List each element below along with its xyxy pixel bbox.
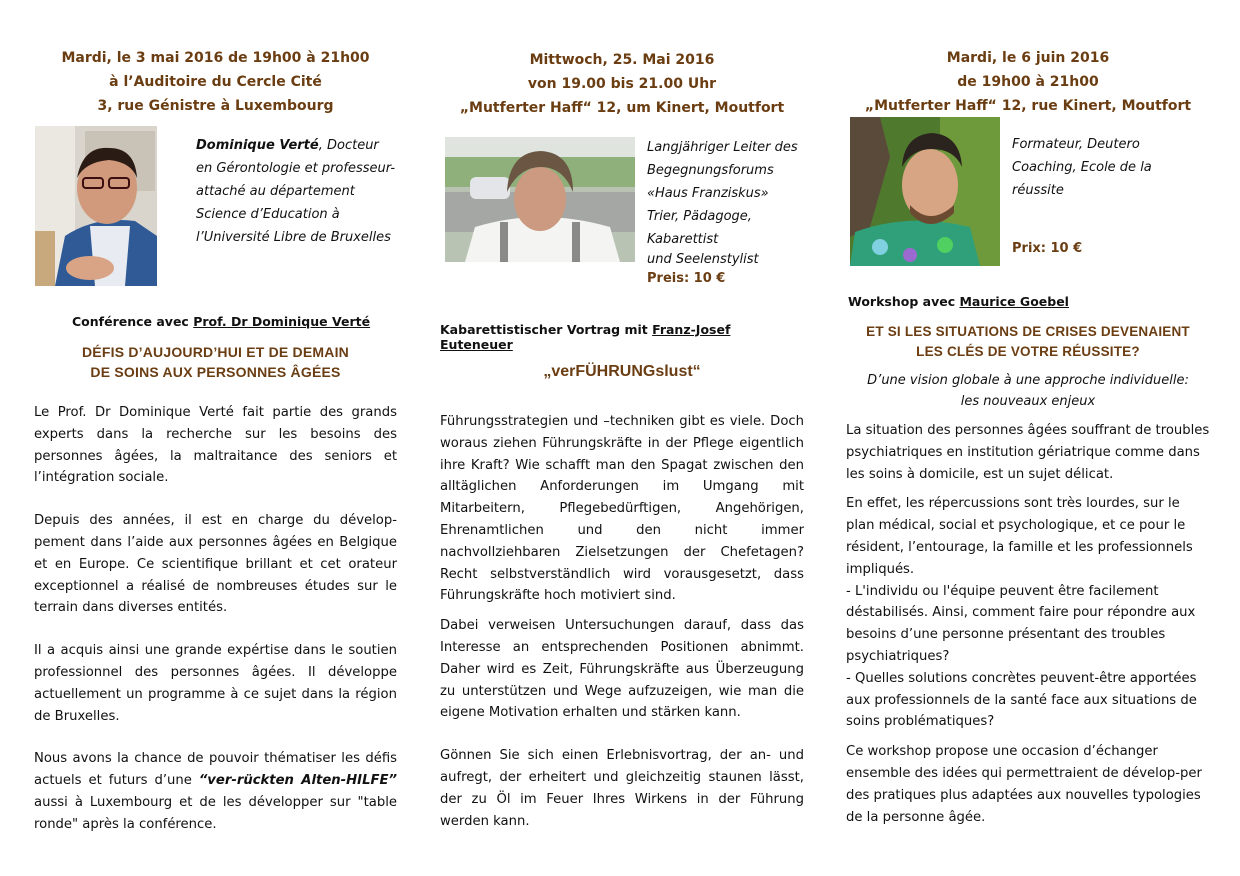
bio-line: Begegnungsforums bbox=[647, 163, 774, 178]
event-1-description bbox=[34, 402, 397, 836]
event-column-2 bbox=[440, 0, 804, 876]
intro-prefix: Kabarettistischer Vortrag mit bbox=[440, 322, 653, 337]
event-2-title: „verFÜHRUNGslust“ bbox=[543, 363, 701, 380]
title-line: DÉFIS D’AUJOURD’HUI ET DE DEMAIN bbox=[82, 344, 349, 360]
event-2-speaker-bio bbox=[647, 136, 807, 289]
intro-prefix: Workshop avec bbox=[848, 294, 960, 309]
speaker-photo-maurice-goebel bbox=[850, 117, 1000, 266]
bio-line: Kabarettist bbox=[647, 232, 719, 247]
event-2-time: von 19.00 bis 21.00 Uhr bbox=[527, 76, 717, 92]
paragraph: Dabei verweisen Untersuchungen darauf, dass das Interesse an entsprechenden Positionen abnimmt. Daher wird es Zeit, Führungskräfte aus Überzeugung zu unterstützen und Wege aufzuzeigen, wie man die eigene Motivation erhalten und stärken kann. bbox=[440, 618, 804, 721]
bio-line: Formateur, Deutero bbox=[1012, 137, 1140, 152]
event-1-address: 3, rue Génistre à Luxembourg bbox=[97, 98, 334, 114]
title-line: ET SI LES SITUATIONS DE CRISES DEVENAIENT bbox=[866, 324, 1190, 339]
event-3-header bbox=[846, 46, 1210, 118]
paragraph: Ce workshop propose une occasion d’échanger ensemble des idées qui permettraient de dévelop-per des pratiques plus adaptées aux nouvelles typologies de la personne âgée. bbox=[846, 744, 1202, 825]
bio-line: réussite bbox=[1012, 183, 1064, 198]
event-column-3 bbox=[846, 0, 1210, 876]
event-2-price: Preis: 10 € bbox=[647, 271, 726, 286]
bio-line: Trier, Pädagoge, bbox=[647, 209, 752, 224]
event-2-header bbox=[440, 48, 804, 120]
event-2-description bbox=[440, 411, 804, 832]
event-2-address: „Mutferter Haff“ 12, um Kinert, Moutfort bbox=[459, 100, 785, 116]
title-line: DE SOINS AUX PERSONNES ÂGÉES bbox=[90, 364, 341, 380]
event-3-date: Mardi, le 6 juin 2016 bbox=[946, 50, 1110, 66]
event-1-header bbox=[34, 46, 397, 118]
paragraph: Gönnen Sie sich einen Erlebnisvortrag, der an- und aufregt, der erheitert und gleichzeitig staunen lässt, der zu Öl im Feuer Ihres Wirkens in der Führung werden kann. bbox=[440, 748, 804, 829]
speaker-link-dominique-verte[interactable]: Prof. Dr Dominique Verté bbox=[193, 314, 371, 329]
speaker-photo-dominique-verte bbox=[35, 126, 157, 286]
event-1-speaker-bio bbox=[196, 134, 396, 249]
bio-line: «Haus Franziskus» bbox=[647, 186, 769, 201]
paragraph bbox=[34, 748, 397, 835]
event-3-subtitle bbox=[846, 370, 1210, 412]
event-1-speaker-name: Dominique Verté bbox=[196, 138, 319, 153]
event-column-1 bbox=[34, 0, 397, 876]
event-3-price: Prix: 10 € bbox=[1012, 241, 1083, 256]
bio-line: und Seelenstylist bbox=[647, 252, 759, 267]
event-1-intro bbox=[72, 314, 370, 329]
paragraph: Il a acquis ainsi une grande expértise dans le soutien professionnel des personnes âgées. Il développe actuellement un programme à ce sujet dans la région de Bruxelles. bbox=[34, 643, 397, 724]
subtitle-line: D’une vision globale à une approche individuelle: bbox=[867, 373, 1189, 388]
event-3-description bbox=[846, 420, 1210, 828]
text: Nous avons la chance de pouvoir thématiser les défis actuels et futurs d’une bbox=[34, 751, 397, 789]
event-1-venue: à l’Auditoire du Cercle Cité bbox=[109, 74, 322, 90]
event-3-speaker-bio bbox=[1012, 133, 1202, 260]
event-3-intro bbox=[848, 294, 1069, 309]
event-3-time: de 19h00 à 21h00 bbox=[957, 74, 1099, 90]
paragraph: Le Prof. Dr Dominique Verté fait partie des grands experts dans la recherche sur les besoins des personnes âgées, la maltraitance des seniors et l’intégration sociale. bbox=[34, 405, 397, 486]
paragraph: - L'individu ou l'équipe peuvent être facilement déstabilisés. Ainsi, comment faire pour répondre aux besoins d’une personne présentant des troubles psychiatriques? bbox=[846, 583, 1196, 664]
event-3-title bbox=[846, 322, 1210, 362]
paragraph: - Quelles solutions concrètes peuvent-être apportées aux professionnels de la santé face aux situations de soins problématiques? bbox=[846, 670, 1197, 730]
speaker-photo-franz-josef-euteneuer bbox=[445, 137, 635, 262]
event-1-bio-text: , Docteur en Gérontologie et professeur-attaché au département Science d’Education à l’Université Libre de Bruxelles bbox=[196, 138, 396, 245]
intro-prefix: Conférence avec bbox=[72, 314, 194, 329]
bio-line: Coaching, Ecole de la bbox=[1012, 160, 1152, 175]
event-3-address: „Mutferter Haff“ 12, rue Kinert, Moutfort bbox=[864, 98, 1192, 114]
bio-line: Langjähriger Leiter des bbox=[647, 140, 798, 155]
paragraph: En effet, les répercussions sont très lourdes, sur le plan médical, social et psychologique, et ce pour le résident, l’entourage, la famille et les professionnels impliqués. bbox=[846, 496, 1193, 577]
title-line: LES CLÉS DE VOTRE RÉUSSITE? bbox=[916, 344, 1140, 359]
emphasis-text: “ver-rückten Alten-HILFE” bbox=[198, 773, 397, 789]
event-1-date: Mardi, le 3 mai 2016 de 19h00 à 21h00 bbox=[61, 50, 370, 66]
event-2-intro bbox=[440, 322, 804, 352]
event-1-title bbox=[34, 342, 397, 382]
text: aussi à Luxembourg et de les développer sur "table ronde" après la conférence. bbox=[34, 794, 397, 832]
paragraph: La situation des personnes âgées souffrant de troubles psychiatriques en institution gériatrique comme dans les soins à domicile, est un sujet délicat. bbox=[846, 423, 1210, 482]
paragraph: Depuis des années, il est en charge du dévelop-pement dans l’aide aux personnes âgées en Belgique et en Europe. Ce scientifique brillant et cet orateur exceptionnel a réalisé de nombreuses études sur le terrain dans diverses entités. bbox=[34, 513, 397, 616]
subtitle-line: les nouveaux enjeux bbox=[960, 394, 1096, 409]
speaker-link-franz-josef-euteneuer[interactable]: Franz-Josef Euteneuer bbox=[440, 322, 731, 352]
speaker-link-maurice-goebel[interactable]: Maurice Goebel bbox=[959, 294, 1069, 309]
paragraph: Führungsstrategien und –techniken gibt es viele. Doch woraus ziehen Führungskräfte in der Pflege eigentlich ihre Kraft? Wie schafft man den Spagat zwischen den alltäglichen Anforderungen im Umgang mit Mitarbeitern, Pflegebedürftigen, Angehörigen, Ehrenamtlichen und den nicht immer nachvollziehbaren Zielsetzungen der Chefetagen? Recht selbstverständlich wird vorausgesetzt, dass Führungskräfte hoch motiviert sind. bbox=[440, 414, 804, 604]
event-2-date: Mittwoch, 25. Mai 2016 bbox=[529, 52, 715, 68]
